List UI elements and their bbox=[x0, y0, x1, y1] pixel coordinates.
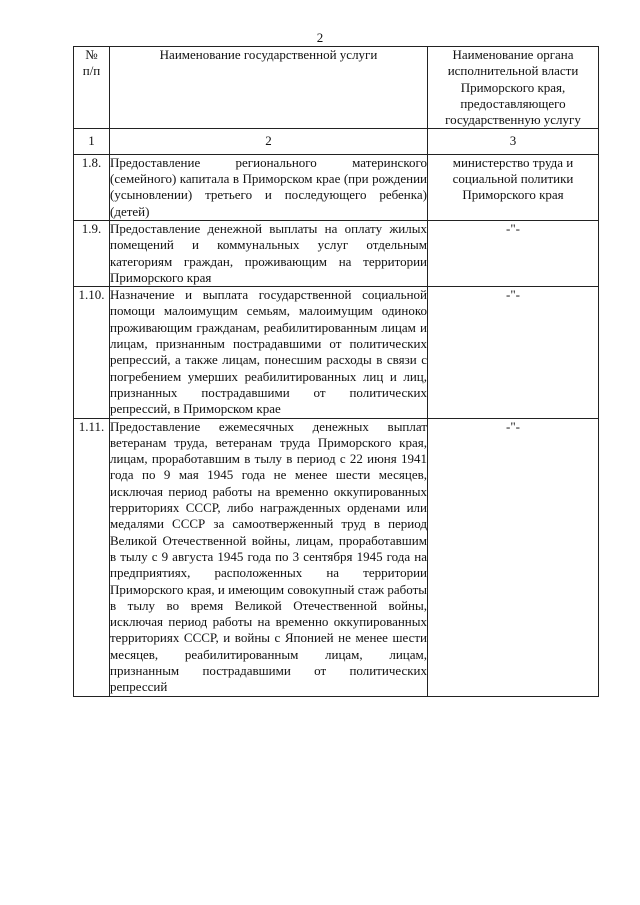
page-number: 2 bbox=[316, 30, 324, 45]
row-number: 1.11. bbox=[74, 418, 110, 696]
header-organ-name: Наименование органа исполнительной власти Приморского края, предоставляющего государственную услугу bbox=[428, 47, 599, 129]
row-number: 1.9. bbox=[74, 220, 110, 286]
header-service-name: Наименование государственной услуги bbox=[110, 47, 428, 129]
row-organ: -"- bbox=[428, 418, 599, 696]
table-row bbox=[74, 287, 599, 418]
services-table bbox=[73, 46, 599, 697]
table-header-row bbox=[74, 47, 599, 129]
row-organ: -"- bbox=[428, 287, 599, 418]
column-index-2: 2 bbox=[110, 129, 428, 154]
column-index-1: 1 bbox=[74, 129, 110, 154]
row-number: 1.8. bbox=[74, 154, 110, 220]
table-row bbox=[74, 154, 599, 220]
column-index-3: 3 bbox=[428, 129, 599, 154]
header-number: № п/п bbox=[74, 47, 110, 129]
column-index-row bbox=[74, 129, 599, 154]
row-service: Предоставление денежной выплаты на оплату жилых помещений и коммунальных услуг отдельным категориям граждан, проживающим на территории Приморского края bbox=[110, 220, 427, 285]
row-number: 1.10. bbox=[74, 287, 110, 418]
row-service: Назначение и выплата государственной социальной помощи малоимущим семьям, малоимущим одиноко проживающим гражданам, реабилитированным лицам и лицам, признанным пострадавшими от политических репрессий, а также лицам, понесшим расходы в связи с погребением умерших реабилитированных лиц и лиц, признанных пострадавшими от политических репрессий, в Приморском крае bbox=[110, 287, 427, 417]
row-organ: -"- bbox=[428, 220, 599, 286]
row-service: Предоставление регионального материнского (семейного) капитала в Приморском крае (при рождении (усыновлении) третьего и последующего ребенка) (детей) bbox=[110, 154, 427, 219]
table-row bbox=[74, 418, 599, 696]
row-service: Предоставление ежемесячных денежных выплат ветеранам труда, ветеранам труда Приморского края, лицам, проработавшим в тылу в период с 22 июня 1941 года по 9 мая 1945 года не менее шести месяцев, исключая период работы на временно оккупированных территориях СССР, либо награжденных орденами или медалями СССР за самоотверженный труд в период Великой Отечественной войны, лицам, проработавшим в тылу с 9 августа 1945 года по 3 сентября 1945 года на предприятиях, расположенных на территории Приморского края, и имеющим совокупный стаж работы в тылу во время Великой Отечественной войны, исключая период работы на временно оккупированных территориях СССР, и войны с Японией не менее шести месяцев, реабилитированным лицам, лицам, признанным пострадавшими от политических репрессий bbox=[110, 418, 427, 695]
table-row bbox=[74, 220, 599, 286]
row-organ: министерство труда и социальной политики Приморского края bbox=[428, 154, 599, 220]
